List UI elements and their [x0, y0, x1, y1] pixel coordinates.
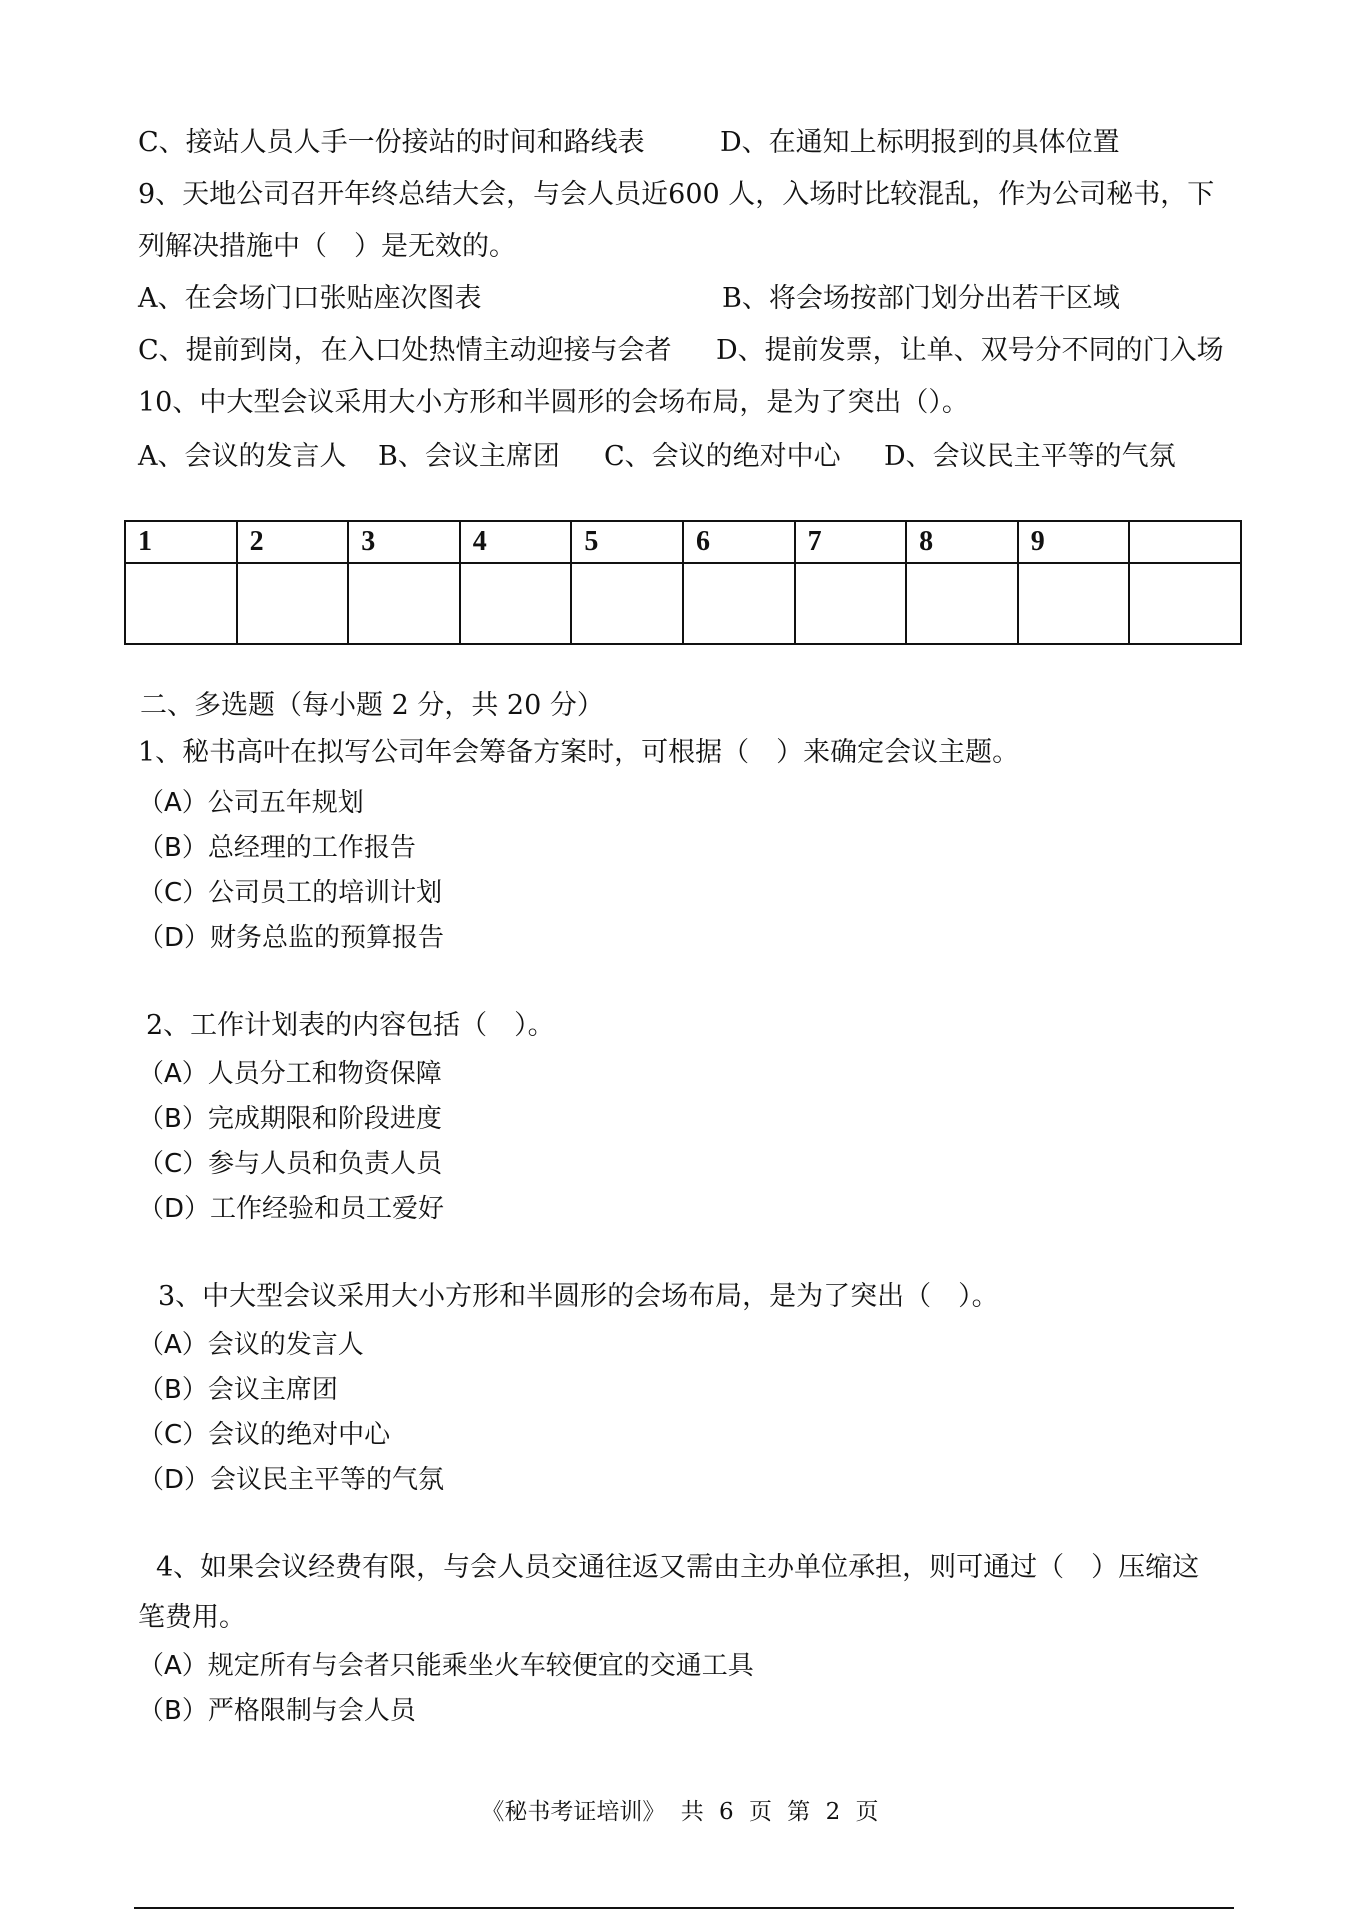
answer-col-7: 7 — [795, 521, 907, 563]
q10-option-b: B、会议主席团 — [378, 441, 560, 472]
answer-table-blank-row — [125, 563, 1241, 644]
answer-col-6: 6 — [683, 521, 795, 563]
mc3-option-c: （C）会议的绝对中心 — [138, 1420, 391, 1450]
q10-option-a: A、会议的发言人 — [138, 441, 347, 472]
answer-col-8: 8 — [906, 521, 1018, 563]
mc1-option-b: （B）总经理的工作报告 — [138, 833, 416, 863]
q10-stem: 10、中大型会议采用大小方形和半圆形的会场布局，是为了突出（）。 — [138, 387, 969, 418]
section2-title: 二、多选题（每小题 2 分，共 20 分） — [140, 690, 604, 721]
mc2-option-a: （A）人员分工和物资保障 — [138, 1059, 442, 1089]
mc3-option-d: （D）会议民主平等的气氛 — [138, 1465, 445, 1495]
mc1-option-c: （C）公司员工的培训计划 — [138, 878, 443, 908]
q9-stem-line2: 列解决措施中（ ）是无效的。 — [138, 231, 516, 262]
q8-option-d: D、在通知上标明报到的具体位置 — [720, 127, 1120, 158]
q9-option-d: D、提前发票，让单、双号分不同的门入场 — [716, 335, 1224, 366]
answer-table-header-row — [125, 521, 1241, 563]
mc4-option-a: （A）规定所有与会者只能乘坐火车较便宜的交通工具 — [138, 1651, 754, 1681]
answer-cell — [906, 563, 1018, 644]
answer-cell — [1018, 563, 1130, 644]
answer-table — [124, 520, 1242, 645]
q10-option-d: D、会议民主平等的气氛 — [884, 441, 1176, 472]
answer-cell — [125, 563, 237, 644]
footer-rule — [134, 1907, 1234, 1909]
answer-col-5: 5 — [571, 521, 683, 563]
mc3-option-b: （B）会议主席团 — [138, 1375, 338, 1405]
q10-option-c: C、会议的绝对中心 — [604, 441, 841, 472]
mc1-option-d: （D）财务总监的预算报告 — [138, 923, 445, 953]
mc2-option-c: （C）参与人员和负责人员 — [138, 1149, 443, 1179]
answer-col-4: 4 — [460, 521, 572, 563]
answer-col-10 — [1129, 521, 1241, 563]
mc4-option-b: （B）严格限制与会人员 — [138, 1696, 416, 1726]
mc3-stem: 3、中大型会议采用大小方形和半圆形的会场布局，是为了突出（ ）。 — [158, 1281, 999, 1312]
q9-option-b: B、将会场按部门划分出若干区域 — [722, 283, 1120, 314]
answer-cell — [460, 563, 572, 644]
answer-col-1: 1 — [125, 521, 237, 563]
mc1-stem: 1、秘书高叶在拟写公司年会筹备方案时，可根据（ ）来确定会议主题。 — [138, 737, 1020, 768]
answer-col-3: 3 — [348, 521, 460, 563]
answer-cell — [237, 563, 349, 644]
answer-col-2: 2 — [237, 521, 349, 563]
answer-cell — [683, 563, 795, 644]
page-footer: 《秘书考证培训》 共 6 页 第 2 页 — [481, 1799, 879, 1825]
q8-option-c: C、接站人员人手一份接站的时间和路线表 — [138, 127, 645, 158]
mc4-stem-line1: 4、如果会议经费有限，与会人员交通往返又需由主办单位承担，则可通过（ ）压缩这 — [156, 1552, 1200, 1583]
mc1-option-a: （A）公司五年规划 — [138, 788, 364, 818]
q9-option-a: A、在会场门口张贴座次图表 — [138, 283, 482, 314]
mc2-option-d: （D）工作经验和员工爱好 — [138, 1194, 445, 1224]
q9-option-c: C、提前到岗，在入口处热情主动迎接与会者 — [138, 335, 672, 366]
mc3-option-a: （A）会议的发言人 — [138, 1330, 364, 1360]
q9-stem-line1: 9、天地公司召开年终总结大会，与会人员近600 人，入场时比较混乱，作为公司秘书，下 — [138, 179, 1215, 210]
mc2-stem: 2、工作计划表的内容包括（ ）。 — [146, 1010, 555, 1041]
answer-cell — [1129, 563, 1241, 644]
answer-cell — [795, 563, 907, 644]
answer-cell — [348, 563, 460, 644]
mc4-stem-line2: 笔费用。 — [138, 1602, 246, 1633]
answer-col-9: 9 — [1018, 521, 1130, 563]
answer-cell — [571, 563, 683, 644]
mc2-option-b: （B）完成期限和阶段进度 — [138, 1104, 442, 1134]
